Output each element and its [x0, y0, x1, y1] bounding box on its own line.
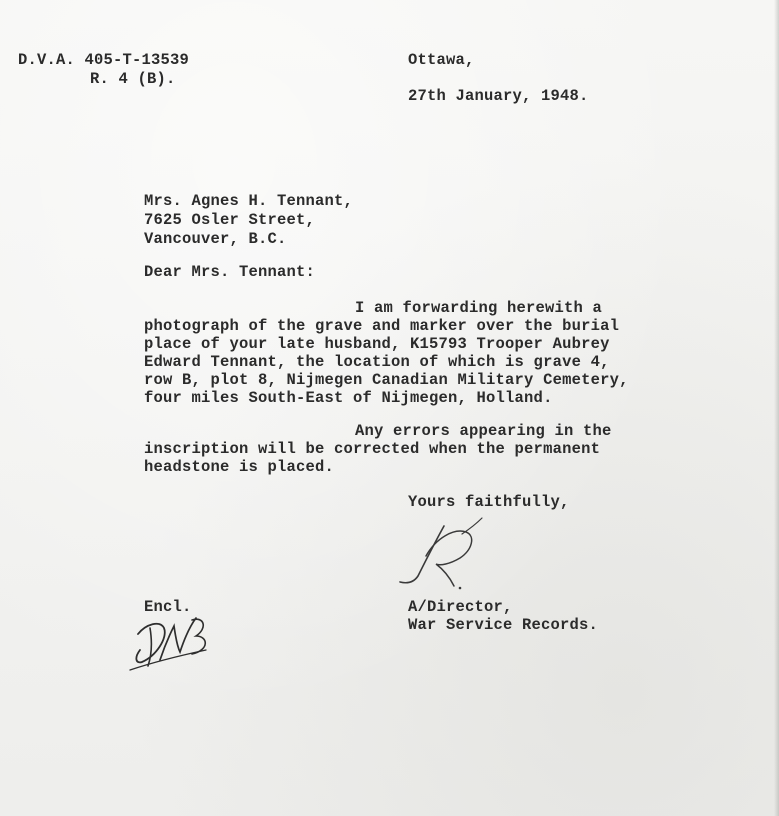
letter-place: Ottawa,: [408, 51, 475, 69]
signatory-title: A/Director,: [408, 598, 513, 616]
file-reference-number: D.V.A. 405-T-13539: [18, 51, 190, 69]
complimentary-close: Yours faithfully,: [408, 493, 570, 511]
paper-edge-shadow: [774, 0, 779, 816]
signatory-department: War Service Records.: [408, 616, 599, 634]
enclosure-note: Encl.: [144, 598, 192, 616]
body-paragraph-1-line: place of your late husband, K15793 Trooper Aubrey: [144, 335, 610, 353]
body-paragraph-1-line: I am forwarding herewith a: [355, 299, 603, 317]
body-paragraph-2-line: inscription will be corrected when the permanent: [144, 440, 601, 458]
director-signature: [396, 516, 491, 596]
body-paragraph-1-line: photograph of the grave and marker over the burial: [144, 317, 620, 335]
body-paragraph-1-line: Edward Tennant, the location of which is grave 4,: [144, 353, 610, 371]
handwritten-initials: [126, 606, 214, 676]
body-paragraph-2-line: headstone is placed.: [144, 458, 335, 476]
body-paragraph-2-line: Any errors appearing in the: [355, 422, 612, 440]
body-paragraph-1-line: four miles South-East of Nijmegen, Holland.: [144, 389, 553, 407]
recipient-name: Mrs. Agnes H. Tennant,: [144, 192, 354, 210]
recipient-street: 7625 Osler Street,: [144, 211, 316, 229]
file-reference-section: R. 4 (B).: [90, 70, 176, 88]
letter-date: 27th January, 1948.: [408, 87, 589, 105]
recipient-city: Vancouver, B.C.: [144, 230, 287, 248]
body-paragraph-1-line: row B, plot 8, Nijmegen Canadian Military Cemetery,: [144, 371, 629, 389]
salutation: Dear Mrs. Tennant:: [144, 263, 316, 281]
